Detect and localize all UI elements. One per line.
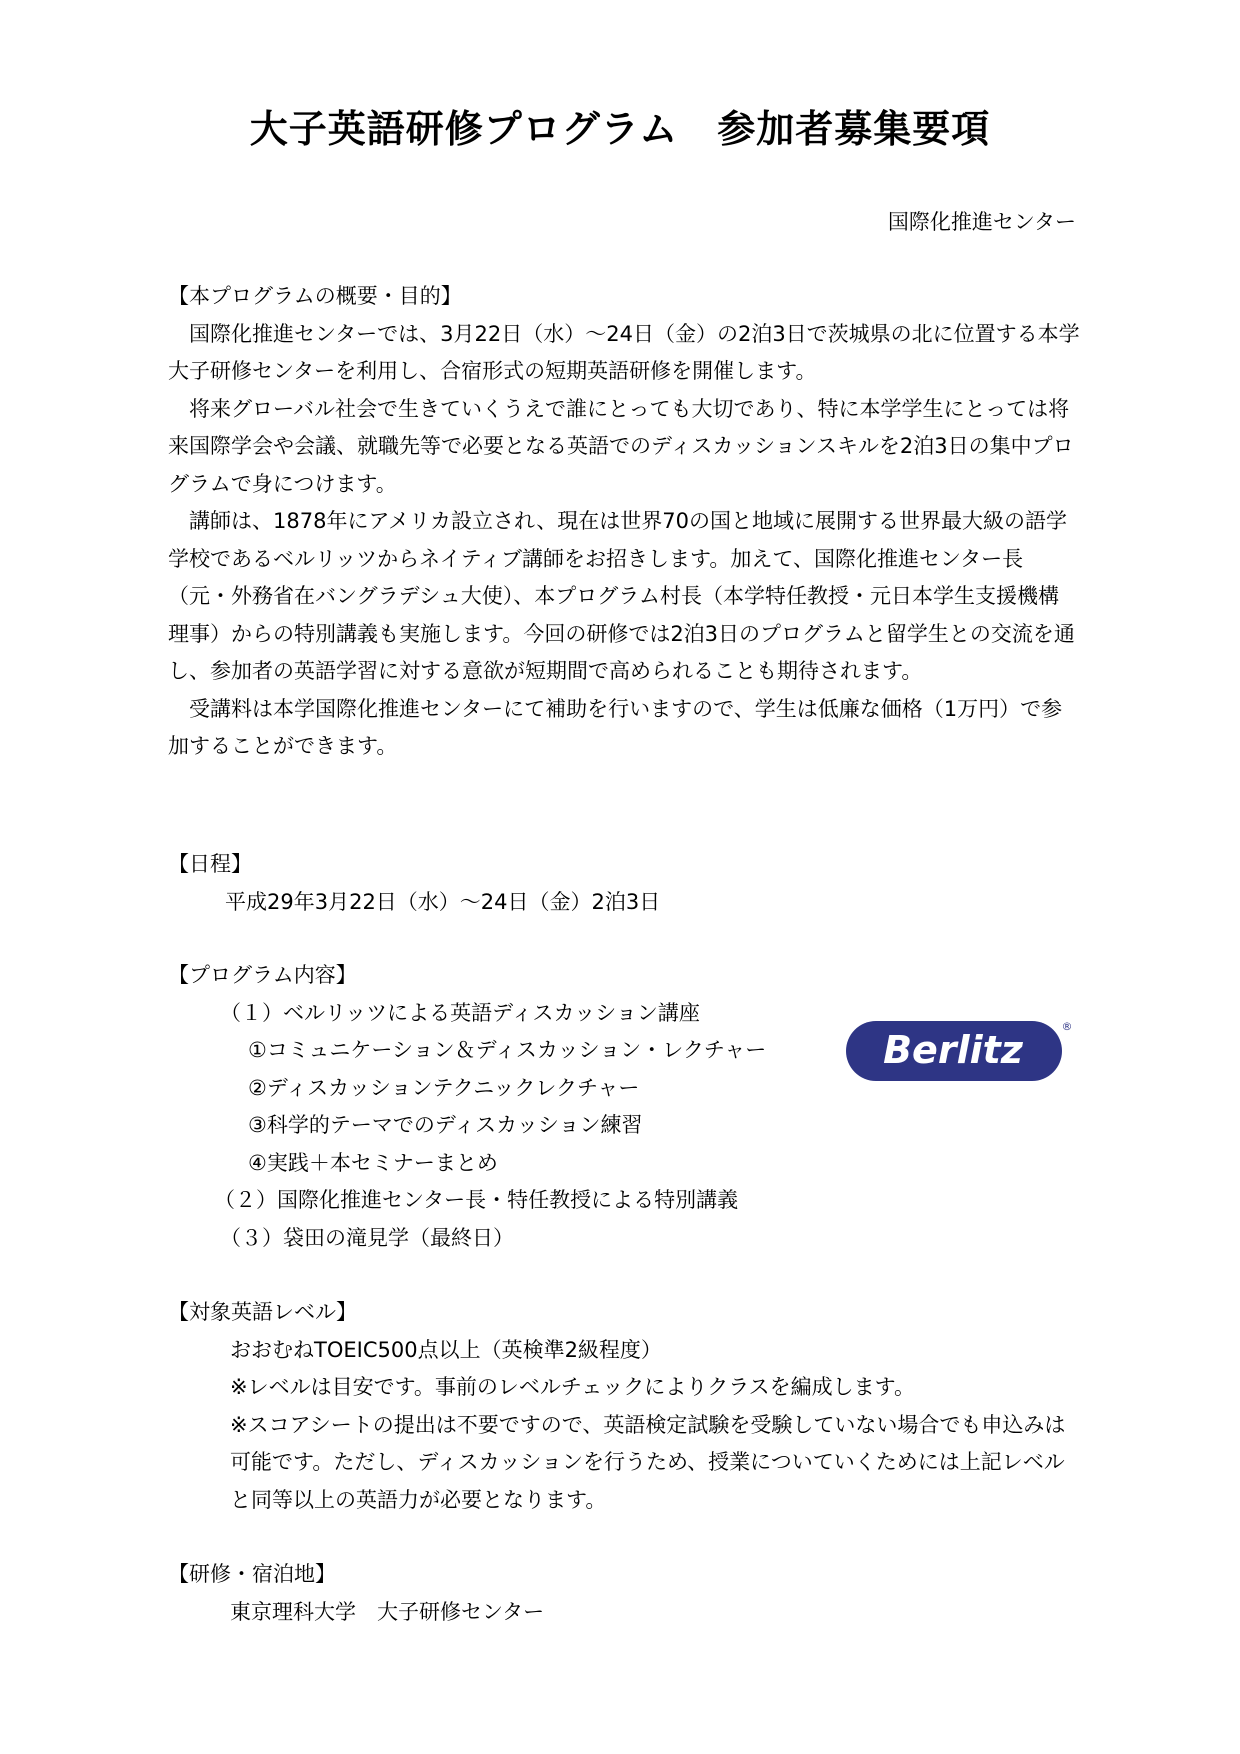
level-note-2 [168, 1407, 1080, 1520]
level-heading: 【対象英語レベル】 [168, 1300, 357, 1324]
program-heading: 【プログラム内容】 [168, 963, 357, 987]
schedule-section [168, 846, 1080, 921]
program-item-3: （３）袋田の滝見学（最終日） [220, 1225, 514, 1250]
level-note-1: ※レベルは目安です。事前のレベルチェックによりクラスを編成します。 [230, 1375, 915, 1399]
venue-heading: 【研修・宿泊地】 [168, 1562, 336, 1586]
organization-name: 国際化推進センター [887, 210, 1076, 234]
venue-section [168, 1556, 1080, 1631]
schedule-heading: 【日程】 [168, 852, 252, 876]
program-subitem: ②ディスカッションテクニックレクチャー [248, 1075, 640, 1100]
berlitz-logo-text: Berlitz [883, 1028, 1023, 1072]
overview-section [168, 278, 1080, 766]
program-item-1: （１）ベルリッツによる英語ディスカッション講座 [220, 1000, 700, 1025]
overview-paragraph-1: 国際化推進センターでは、3月22日（水）～24日（金）の2泊3日で茨城県の北に位置する本学大子研修センターを利用し、合宿形式の短期英語研修を開催します。 [168, 321, 1080, 383]
level-section [168, 1294, 1080, 1519]
program-subitem: ①コミュニケーション＆ディスカッション・レクチャー [248, 1038, 767, 1062]
registered-mark: ® [1061, 1020, 1073, 1033]
level-note-2-text: ※スコアシートの提出は不要ですので、英語検定試験を受験していない場合でも申込みは可能です。ただし、ディスカッションを行うため、授業についていくためには上記レベルと同等以上の英語力が必要となります。 [230, 1412, 1066, 1512]
document-title: 大子英語研修プログラム 参加者募集要項 [249, 107, 991, 151]
schedule-text: 平成29年3月22日（水）～24日（金）2泊3日 [225, 889, 661, 914]
overview-paragraph-3: 講師は、1878年にアメリカ設立され、現在は世界70の国と地域に展開する世界最大級の語学学校であるベルリッツからネイティブ講師をお招きします。加えて、国際化推進センター長（元・外務省在バングラデシュ大使）、本プログラム村長（本学特任教授・元日本学生支援機構理事）からの特別講義も実施します。今回の研修では2泊3日のプログラムと留学生との交流を通し、参加者の英語学習に対する意欲が短期間で高められることも期待されます。 [168, 509, 1075, 683]
venue-text: 東京理科大学 大子研修センター [230, 1599, 545, 1624]
program-subitem: ④実践＋本セミナーまとめ [248, 1150, 498, 1175]
overview-heading: 【本プログラムの概要・目的】 [168, 284, 462, 308]
overview-paragraph-2: 将来グローバル社会で生きていくうえで誰にとっても大切であり、特に本学学生にとっては将来国際学会や会議、就職先等で必要となる英語でのディスカッションスキルを2泊3日の集中プログラムで身につけます。 [168, 396, 1074, 496]
program-item-2: （２）国際化推進センター長・特任教授による特別講義 [214, 1188, 739, 1212]
berlitz-logo [845, 1018, 1073, 1084]
overview-paragraph-4: 受講料は本学国際化推進センターにて補助を行いますので、学生は低廉な価格（1万円）で参加することができます。 [168, 696, 1063, 758]
level-requirement: おおむねTOEIC500点以上（英検準2級程度） [230, 1337, 662, 1362]
program-section [168, 957, 1080, 1257]
program-subitem: ③科学的テーマでのディスカッション練習 [248, 1113, 643, 1137]
